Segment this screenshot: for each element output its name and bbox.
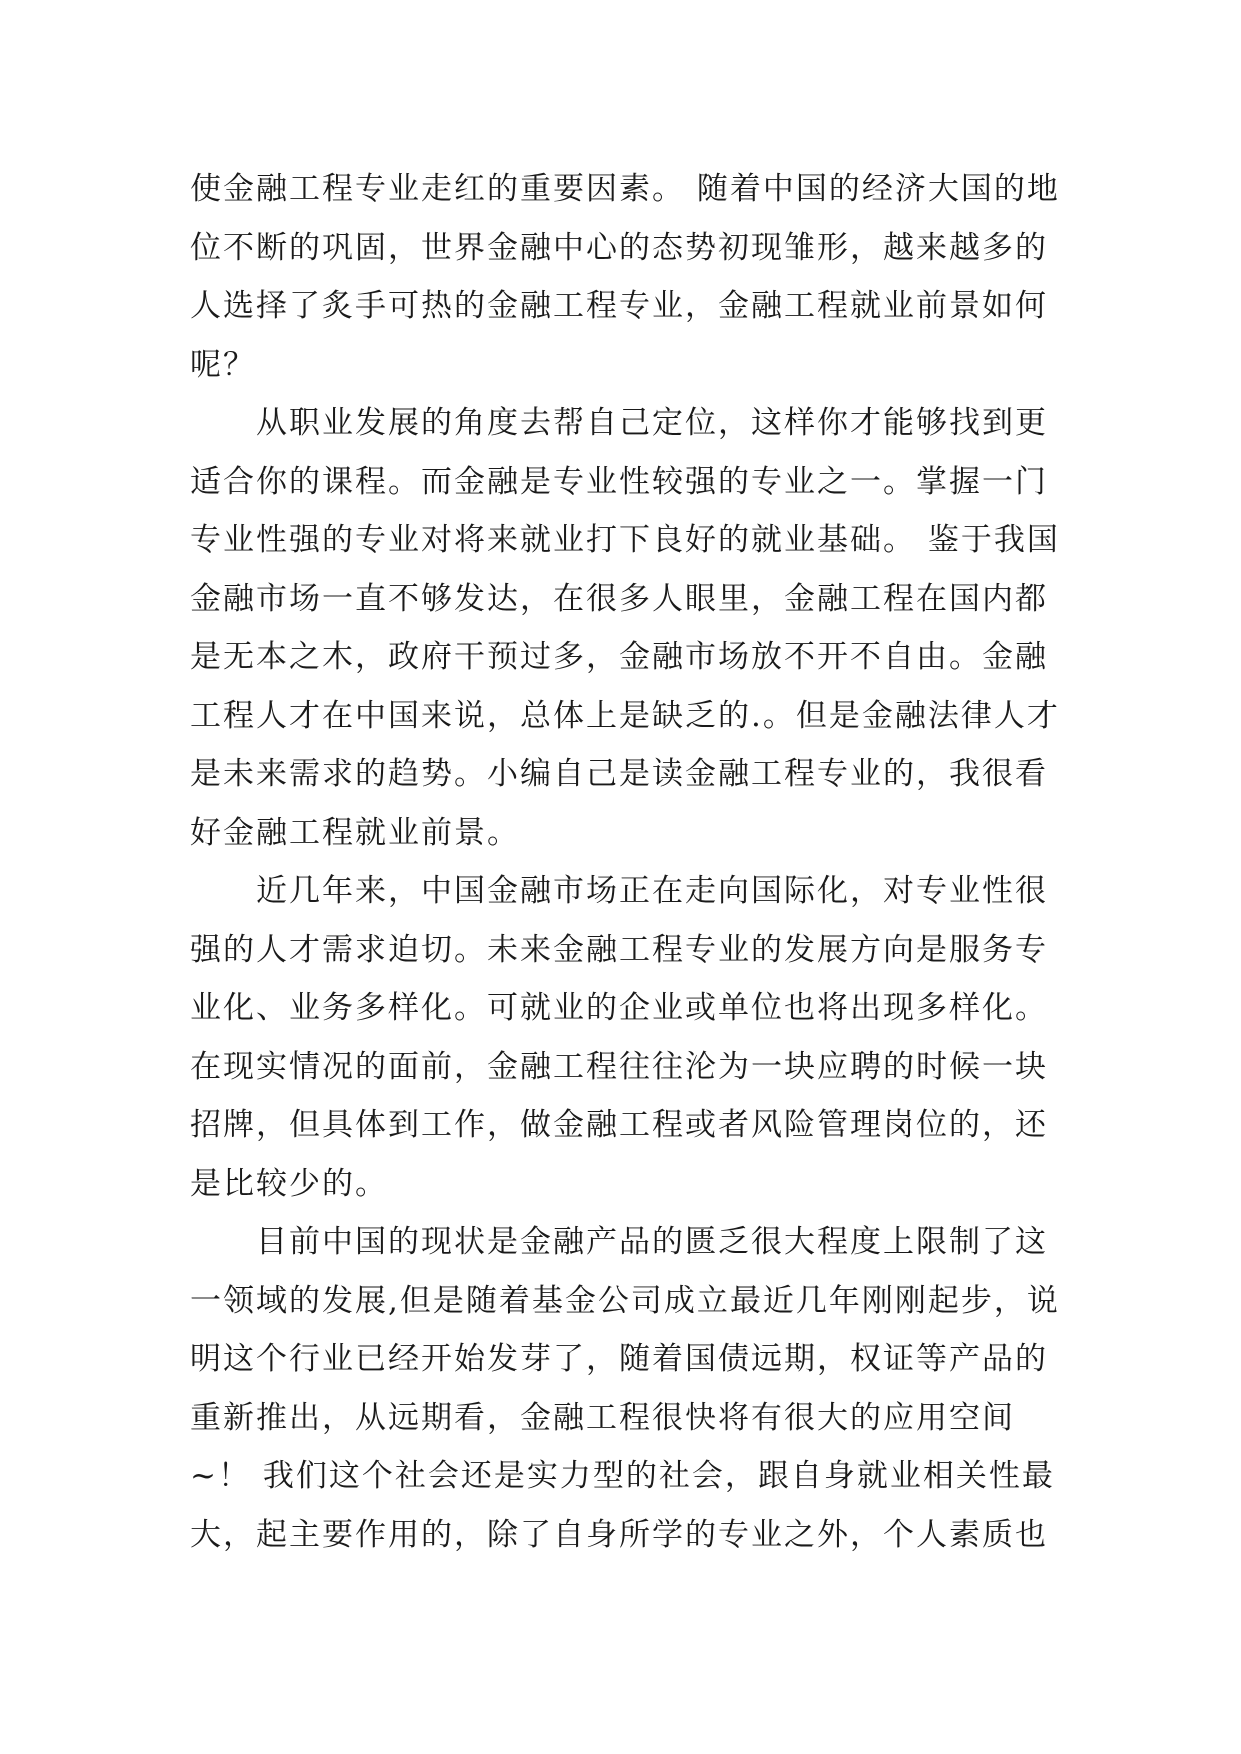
body-text bbox=[190, 160, 1070, 1564]
paragraph-4: 目前中国的现状是金融产品的匮乏很大程度上限制了这一领域的发展,但是随着基金公司成立最近几年刚刚起步，说明这个行业已经开始发芽了，随着国债远期，权证等产品的重新推出，从远期看，金融工程很快将有很大的应用空间~！ 我们这个社会还是实力型的社会，跟自身就业相关性最大，起主要作用的，除了自身所学的专业之外，个人素质也 bbox=[190, 1224, 1060, 1553]
paragraph-3: 近几年来，中国金融市场正在走向国际化，对专业性很强的人才需求迫切。未来金融工程专业的发展方向是服务专业化、业务多样化。可就业的企业或单位也将出现多样化。在现实情况的面前，金融工程往往沦为一块应聘的时候一块招牌，但具体到工作，做金融工程或者风险管理岗位的，还是比较少的。 bbox=[190, 873, 1048, 1202]
paragraph-2: 从职业发展的角度去帮自己定位，这样你才能够找到更适合你的课程。而金融是专业性较强的专业之一。掌握一门专业性强的专业对将来就业打下良好的就业基础。 鉴于我国金融市场一直不够发达，在很多人眼里，金融工程在国内都是无本之木，政府干预过多，金融市场放不开不自由。金融工程人才在中国来说，总体上是缺乏的.。但是金融法律人才是未来需求的趋势。小编自己是读金融工程专业的，我很看好金融工程就业前景。 bbox=[190, 405, 1060, 851]
paragraph-1: 使金融工程专业走红的重要因素。 随着中国的经济大国的地位不断的巩固，世界金融中心的态势初现雏形，越来越多的人选择了炙手可热的金融工程专业，金融工程就业前景如何呢？ bbox=[190, 171, 1060, 383]
